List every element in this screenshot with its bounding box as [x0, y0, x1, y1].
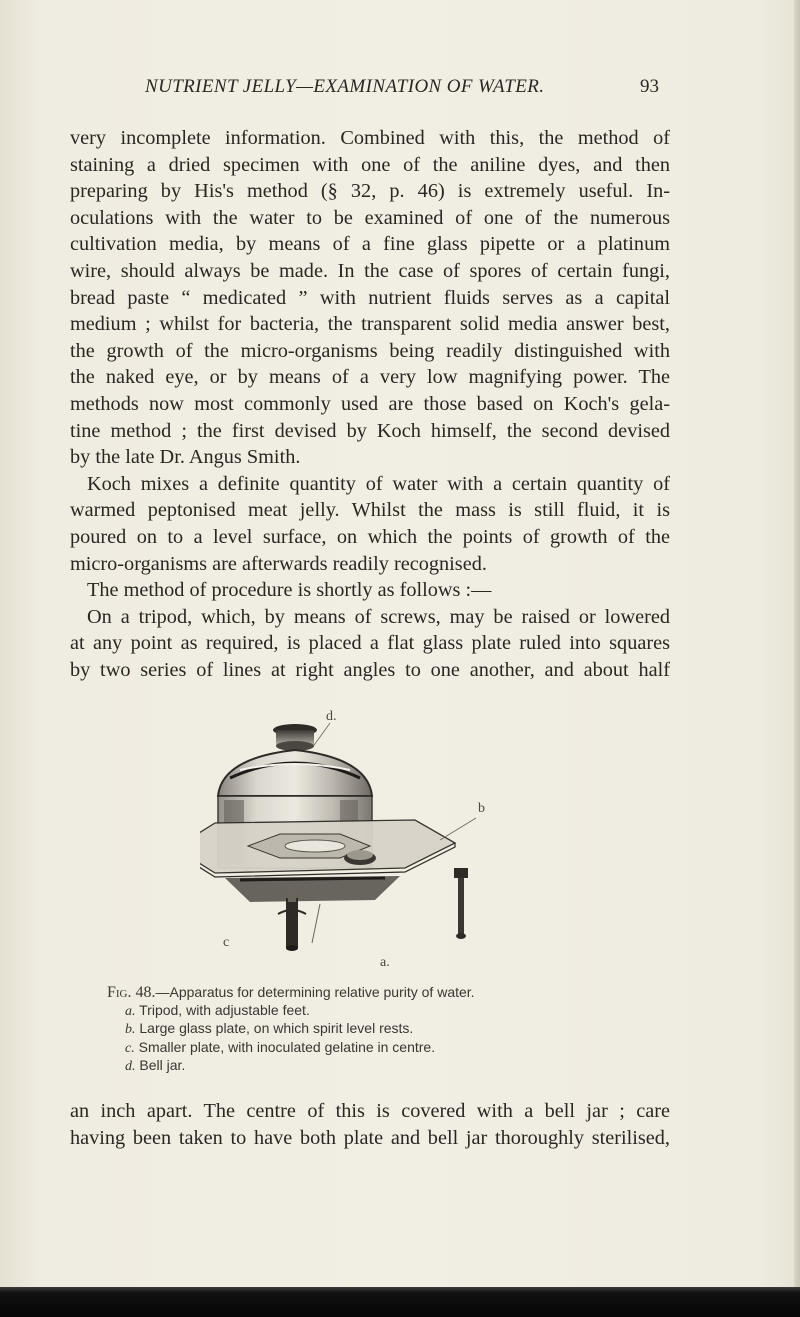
text-line: methods now most commonly used are those based on Koch's gela-	[70, 392, 670, 415]
text-line: Koch mixes a definite quantity of water with a certain quantity of	[87, 472, 670, 495]
label-d: d.	[326, 709, 337, 724]
caption-item	[107, 1002, 667, 1021]
text-line: at any point as required, is placed a flat glass plate ruled into squares	[70, 632, 670, 655]
caption-item-text: Smaller plate, with inoculated gelatine in centre.	[138, 1038, 436, 1055]
text-line: poured on to a level surface, on which the points of growth of the	[70, 525, 670, 548]
label-b: b	[478, 801, 485, 816]
text-line: very incomplete information. Combined with this, the method of	[70, 127, 670, 149]
text-line: The method of procedure is shortly as follows :—	[87, 579, 492, 602]
caption-item-letter: c.	[125, 1040, 135, 1056]
caption-item	[107, 1057, 667, 1076]
apparatus-figure	[200, 708, 580, 976]
figure-caption	[107, 984, 667, 1076]
text-line: by two series of lines at right angles to one another, and about half	[70, 658, 670, 681]
caption-item-text: Tripod, with adjustable feet.	[139, 1001, 310, 1018]
caption-title	[107, 984, 667, 1002]
text-line: On a tripod, which, by means of screws, may be raised or lowered	[87, 605, 670, 628]
text-line: the naked eye, or by means of a very low magnifying power. The	[70, 366, 670, 389]
body-text-top	[70, 125, 670, 683]
text-line: cultivation media, by means of a fine glass pipette or a platinum	[70, 233, 670, 256]
figure-number: Fig. 48.	[107, 984, 156, 1001]
text-line: staining a dried specimen with one of the aniline dyes, and then	[70, 153, 670, 176]
body-text-bottom	[70, 1098, 670, 1151]
text-line: wire, should always be made. In the case of spores of certain fungi,	[70, 259, 670, 282]
scan-bottom-edge	[0, 1287, 800, 1317]
text-line: oculations with the water to be examined of one of the numerous	[70, 206, 670, 229]
text-line: bread paste “ medicated ” with nutrient fluids serves as a capital	[70, 286, 670, 309]
text-line: tine method ; the first devised by Koch himself, the second devised	[70, 419, 670, 442]
caption-item-letter: d.	[125, 1059, 136, 1074]
text-line: the growth of the micro-organisms being readily distinguished with	[70, 339, 670, 362]
caption-item-letter: b.	[125, 1022, 136, 1037]
page-edge	[794, 0, 800, 1317]
apparatus-illustration	[200, 708, 580, 976]
running-head: NUTRIENT JELLY—EXAMINATION OF WATER.	[145, 76, 545, 97]
caption-item-text: Bell jar.	[139, 1057, 186, 1073]
page-header	[0, 76, 800, 106]
label-a: a.	[380, 955, 390, 970]
text-line: warmed peptonised meat jelly. Whilst the mass is still fluid, it is	[70, 499, 670, 522]
caption-item	[107, 1039, 667, 1058]
text-line: an inch apart. The centre of this is covered with a bell jar ; care	[70, 1100, 670, 1122]
page-number: 93	[640, 76, 659, 97]
caption-item-text: Large glass plate, on which spirit level rests.	[139, 1020, 414, 1036]
text-line: preparing by His's method (§ 32, p. 46) is extremely useful. In-	[70, 180, 670, 203]
text-line: micro-organisms are afterwards readily recognised.	[70, 552, 487, 575]
text-line: having been taken to have both plate and bell jar thoroughly sterilised,	[70, 1126, 670, 1149]
caption-item-letter: a.	[125, 1003, 136, 1019]
text-line: by the late Dr. Angus Smith.	[70, 446, 301, 469]
label-c: c	[223, 935, 230, 950]
caption-item	[107, 1020, 667, 1039]
text-line: medium ; whilst for bacteria, the transparent solid media answer best,	[70, 313, 670, 336]
caption-title-text: —Apparatus for determining relative purity of water.	[155, 984, 475, 1000]
